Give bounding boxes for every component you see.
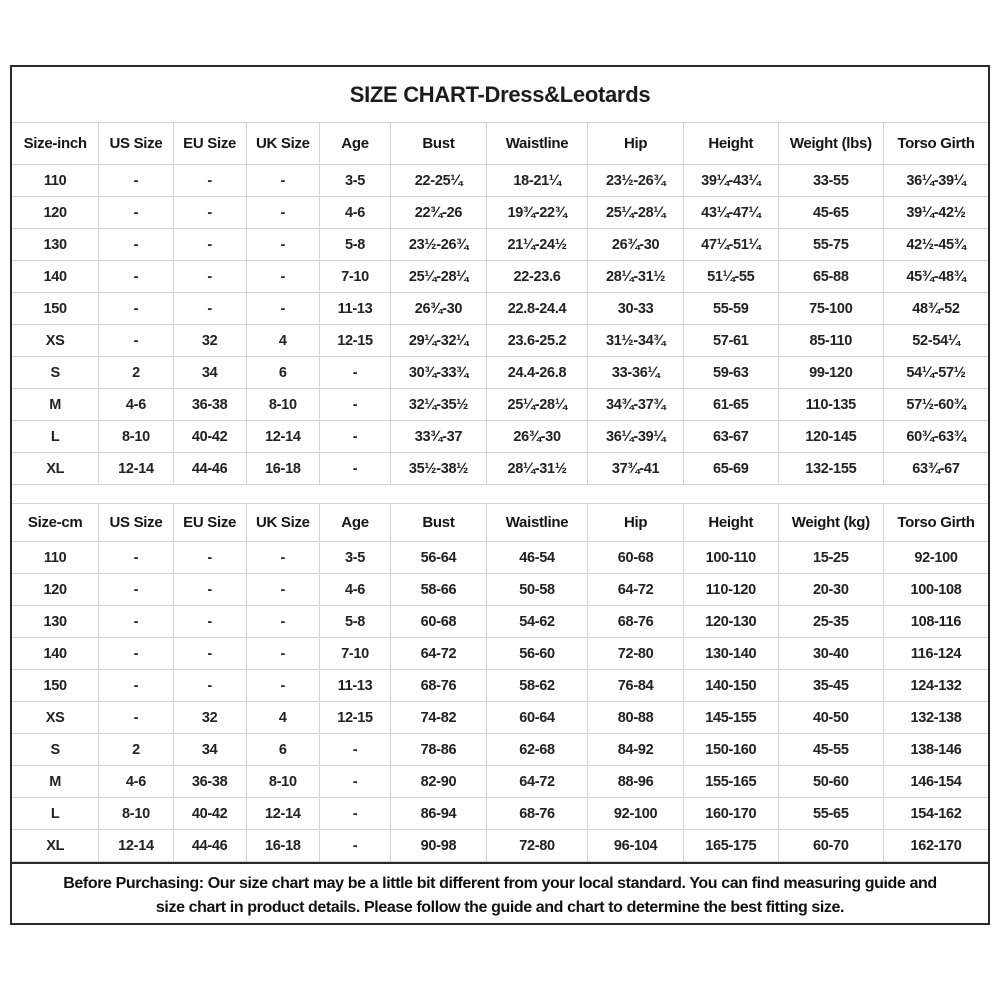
column-header: Waistline <box>486 504 588 542</box>
table-cell: 60-68 <box>391 606 487 638</box>
table-cell: 154-162 <box>884 798 989 830</box>
table-cell: 116-124 <box>884 638 989 670</box>
table-cell: 4-6 <box>319 197 390 229</box>
table-cell: 43¼-47¼ <box>683 197 778 229</box>
purchase-note-line-2: size chart in product details. Please follow the guide and chart to determine the best fitting size. <box>155 898 845 916</box>
table-cell: L <box>12 798 99 830</box>
table-cell: - <box>319 453 390 485</box>
table-cell: 29¼-32¼ <box>391 325 487 357</box>
table-cell: - <box>99 606 173 638</box>
table-cell: 96-104 <box>588 830 684 862</box>
table-cell: 65-69 <box>683 453 778 485</box>
table-cell: 58-66 <box>391 574 487 606</box>
table-cell: - <box>99 165 173 197</box>
table-row <box>12 229 988 261</box>
table-cell: XL <box>12 453 99 485</box>
table-cell: 4 <box>246 702 319 734</box>
table-cell: 24.4-26.8 <box>486 357 588 389</box>
table-cell: 11-13 <box>319 670 390 702</box>
table-cell: 120 <box>12 574 99 606</box>
table-cell: 22-23.6 <box>486 261 588 293</box>
table-cell: 18-21¼ <box>486 165 588 197</box>
table-cell: 56-64 <box>391 542 487 574</box>
table-cell: 132-155 <box>778 453 883 485</box>
table-cell: 16-18 <box>246 453 319 485</box>
table-cell: 30-33 <box>588 293 684 325</box>
table-cell: 30¾-33¾ <box>391 357 487 389</box>
table-cell: 34 <box>173 734 246 766</box>
table-cell: 30-40 <box>778 638 883 670</box>
table-cell: 12-15 <box>319 325 390 357</box>
table-cell: - <box>173 638 246 670</box>
table-cell: - <box>246 197 319 229</box>
table-cell: 36¼-39¼ <box>884 165 989 197</box>
table-row <box>12 766 988 798</box>
column-header: Size-inch <box>12 123 99 165</box>
table-cell: 138-146 <box>884 734 989 766</box>
table-cell: - <box>173 574 246 606</box>
table-cell: 23½-26¾ <box>391 229 487 261</box>
column-header: Weight (kg) <box>778 504 883 542</box>
table-cell: 7-10 <box>319 261 390 293</box>
table-cell: 84-92 <box>588 734 684 766</box>
table-cell: - <box>246 574 319 606</box>
column-header: Bust <box>391 504 487 542</box>
table-cell: 12-14 <box>99 830 173 862</box>
table-cell: 33¾-37 <box>391 421 487 453</box>
table-cell: 82-90 <box>391 766 487 798</box>
table-cell: 65-88 <box>778 261 883 293</box>
table-cell: 4-6 <box>319 574 390 606</box>
table-row <box>12 830 988 862</box>
table-cell: 64-72 <box>588 574 684 606</box>
table-cell: 23.6-25.2 <box>486 325 588 357</box>
table-cell: XS <box>12 702 99 734</box>
table-cell: 55-65 <box>778 798 883 830</box>
table-cell: 68-76 <box>486 798 588 830</box>
table-cell: 23½-26¾ <box>588 165 684 197</box>
table-cell: 68-76 <box>391 670 487 702</box>
table-cell: - <box>319 421 390 453</box>
table-cell: 26¾-30 <box>588 229 684 261</box>
table-cell: 140 <box>12 638 99 670</box>
table-cell: 61-65 <box>683 389 778 421</box>
column-header: EU Size <box>173 504 246 542</box>
table-cell: 145-155 <box>683 702 778 734</box>
table-cell: 146-154 <box>884 766 989 798</box>
table-cell: 75-100 <box>778 293 883 325</box>
table-row <box>12 357 988 389</box>
table-cell: 160-170 <box>683 798 778 830</box>
table-cell: 165-175 <box>683 830 778 862</box>
table-cell: 51¼-55 <box>683 261 778 293</box>
table-cell: 72-80 <box>588 638 684 670</box>
table-cell: 35-45 <box>778 670 883 702</box>
table-row <box>12 542 988 574</box>
table-cell: 62-68 <box>486 734 588 766</box>
table-cell: 33-55 <box>778 165 883 197</box>
table-cell: 35½-38½ <box>391 453 487 485</box>
table-cell: - <box>173 261 246 293</box>
table-cell: - <box>99 638 173 670</box>
table-row <box>12 261 988 293</box>
size-chart-card <box>10 65 990 925</box>
table-cell: M <box>12 389 99 421</box>
table-cell: 85-110 <box>778 325 883 357</box>
table-cell: 130 <box>12 606 99 638</box>
table-cell: 48¾-52 <box>884 293 989 325</box>
table-cell: 3-5 <box>319 165 390 197</box>
table-cell: - <box>173 542 246 574</box>
column-header: Height <box>683 504 778 542</box>
table-cell: 32 <box>173 325 246 357</box>
table-cell: 26¾-30 <box>391 293 487 325</box>
table-cell: 110 <box>12 542 99 574</box>
table-cell: 22-25¼ <box>391 165 487 197</box>
table-cell: 57-61 <box>683 325 778 357</box>
table-cell: 140 <box>12 261 99 293</box>
table-cell: 124-132 <box>884 670 989 702</box>
table-row <box>12 293 988 325</box>
table-cell: 22¾-26 <box>391 197 487 229</box>
table-cell: 92-100 <box>588 798 684 830</box>
table-cell: 150 <box>12 670 99 702</box>
table-cell: - <box>173 165 246 197</box>
column-header: Torso Girth <box>884 123 989 165</box>
table-cell: 150 <box>12 293 99 325</box>
table-cell: 155-165 <box>683 766 778 798</box>
table-cell: 57½-60¾ <box>884 389 989 421</box>
purchase-note-line-1: Before Purchasing: Our size chart may be a little bit different from your local standard. You can find measuring guide and <box>63 874 937 892</box>
table-cell: 59-63 <box>683 357 778 389</box>
table-cell: 6 <box>246 734 319 766</box>
table-cell: 54¼-57½ <box>884 357 989 389</box>
table-cell: 5-8 <box>319 606 390 638</box>
table-cell: 60-64 <box>486 702 588 734</box>
column-header: US Size <box>99 123 173 165</box>
table-cell: 3-5 <box>319 542 390 574</box>
table-cell: 50-60 <box>778 766 883 798</box>
table-cell: 32¼-35½ <box>391 389 487 421</box>
table-cell: 52-54¼ <box>884 325 989 357</box>
table-cell: - <box>173 293 246 325</box>
table-cell: - <box>246 638 319 670</box>
table-row <box>12 670 988 702</box>
table-cell: - <box>99 670 173 702</box>
table-cell: 32 <box>173 702 246 734</box>
column-header: Hip <box>588 123 684 165</box>
table-cell: - <box>319 357 390 389</box>
table-cell: 12-14 <box>99 453 173 485</box>
table-cell: 55-59 <box>683 293 778 325</box>
column-header: Size-cm <box>12 504 99 542</box>
table-row <box>12 702 988 734</box>
table-cell: 110-135 <box>778 389 883 421</box>
table-cell: 25¼-28¼ <box>391 261 487 293</box>
table-cell: - <box>99 261 173 293</box>
table-cell: 4-6 <box>99 389 173 421</box>
table-cell: 26¾-30 <box>486 421 588 453</box>
table-cell: 25¼-28¼ <box>486 389 588 421</box>
table-cell: 39¼-43¼ <box>683 165 778 197</box>
table-cell: 12-14 <box>246 421 319 453</box>
chart-title: SIZE CHART-Dress&Leotards <box>349 82 651 107</box>
table-cell: 110-120 <box>683 574 778 606</box>
table-cell: - <box>173 670 246 702</box>
table-cell: 99-120 <box>778 357 883 389</box>
column-header: Waistline <box>486 123 588 165</box>
table-cell: 40-42 <box>173 421 246 453</box>
table-cell: 45-65 <box>778 197 883 229</box>
table-cell: 34 <box>173 357 246 389</box>
table-cell: 44-46 <box>173 453 246 485</box>
table-gap <box>12 485 988 503</box>
table-cell: 11-13 <box>319 293 390 325</box>
table-cell: 92-100 <box>884 542 989 574</box>
table-cell: 54-62 <box>486 606 588 638</box>
table-cell: 16-18 <box>246 830 319 862</box>
header-row <box>12 504 988 542</box>
table-cell: 64-72 <box>486 766 588 798</box>
table-cell: 88-96 <box>588 766 684 798</box>
table-cell: 8-10 <box>99 421 173 453</box>
table-row <box>12 574 988 606</box>
table-cell: 6 <box>246 357 319 389</box>
table-cell: XS <box>12 325 99 357</box>
table-cell: - <box>246 229 319 261</box>
table-cell: L <box>12 421 99 453</box>
table-cell: 8-10 <box>246 389 319 421</box>
table-cell: 76-84 <box>588 670 684 702</box>
table-cell: 63-67 <box>683 421 778 453</box>
table-cell: 5-8 <box>319 229 390 261</box>
table-cell: 4-6 <box>99 766 173 798</box>
table-cell: 45-55 <box>778 734 883 766</box>
table-cell: 12-14 <box>246 798 319 830</box>
table-cell: 100-108 <box>884 574 989 606</box>
table-cell: 37¾-41 <box>588 453 684 485</box>
table-cell: 2 <box>99 734 173 766</box>
table-cell: - <box>173 197 246 229</box>
table-cell: 50-58 <box>486 574 588 606</box>
column-header: Age <box>319 123 390 165</box>
table-cell: 7-10 <box>319 638 390 670</box>
table-cell: - <box>99 542 173 574</box>
table-cell: - <box>319 798 390 830</box>
table-cell: 45¾-48¾ <box>884 261 989 293</box>
column-header: UK Size <box>246 123 319 165</box>
table-cell: 4 <box>246 325 319 357</box>
column-header: Weight (lbs) <box>778 123 883 165</box>
table-cell: 120-145 <box>778 421 883 453</box>
table-row <box>12 389 988 421</box>
table-cell: 39¼-42½ <box>884 197 989 229</box>
table-cell: - <box>246 293 319 325</box>
table-cell: 33-36¼ <box>588 357 684 389</box>
size-table-inch <box>12 122 988 485</box>
column-header: UK Size <box>246 504 319 542</box>
table-cell: 47¼-51¼ <box>683 229 778 261</box>
table-cell: - <box>319 830 390 862</box>
table-cell: 60-68 <box>588 542 684 574</box>
header-row <box>12 123 988 165</box>
table-cell: S <box>12 734 99 766</box>
table-cell: - <box>99 197 173 229</box>
table-cell: 36-38 <box>173 389 246 421</box>
table-cell: - <box>99 325 173 357</box>
table-row <box>12 734 988 766</box>
table-cell: - <box>173 606 246 638</box>
table-cell: 25-35 <box>778 606 883 638</box>
table-cell: 36-38 <box>173 766 246 798</box>
table-cell: - <box>173 229 246 261</box>
table-cell: 34¾-37¾ <box>588 389 684 421</box>
table-cell: - <box>99 574 173 606</box>
table-cell: 40-50 <box>778 702 883 734</box>
table-cell: 55-75 <box>778 229 883 261</box>
table-cell: M <box>12 766 99 798</box>
column-header: US Size <box>99 504 173 542</box>
table-cell: - <box>246 261 319 293</box>
table-cell: 36¼-39¼ <box>588 421 684 453</box>
table-cell: 162-170 <box>884 830 989 862</box>
table-row <box>12 325 988 357</box>
table-cell: - <box>246 165 319 197</box>
table-cell: 120 <box>12 197 99 229</box>
table-row <box>12 798 988 830</box>
table-cell: 19¾-22¾ <box>486 197 588 229</box>
table-cell: 63¾-67 <box>884 453 989 485</box>
table-cell: 44-46 <box>173 830 246 862</box>
table-cell: 72-80 <box>486 830 588 862</box>
column-header: Age <box>319 504 390 542</box>
table-row <box>12 638 988 670</box>
table-cell: 78-86 <box>391 734 487 766</box>
table-row <box>12 606 988 638</box>
table-cell: 108-116 <box>884 606 989 638</box>
table-cell: 46-54 <box>486 542 588 574</box>
table-cell: 20-30 <box>778 574 883 606</box>
table-cell: - <box>246 670 319 702</box>
table-cell: 40-42 <box>173 798 246 830</box>
table-cell: 80-88 <box>588 702 684 734</box>
table-cell: 132-138 <box>884 702 989 734</box>
table-cell: - <box>246 606 319 638</box>
table-cell: 140-150 <box>683 670 778 702</box>
table-cell: 100-110 <box>683 542 778 574</box>
table-cell: 90-98 <box>391 830 487 862</box>
column-header: Height <box>683 123 778 165</box>
table-cell: 8-10 <box>246 766 319 798</box>
table-row <box>12 197 988 229</box>
table-cell: S <box>12 357 99 389</box>
table-cell: - <box>99 293 173 325</box>
column-header: Bust <box>391 123 487 165</box>
table-row <box>12 421 988 453</box>
column-header: Hip <box>588 504 684 542</box>
table-row <box>12 453 988 485</box>
table-cell: - <box>319 389 390 421</box>
table-cell: 68-76 <box>588 606 684 638</box>
table-cell: 28¼-31½ <box>486 453 588 485</box>
column-header: EU Size <box>173 123 246 165</box>
table-cell: 21¼-24½ <box>486 229 588 261</box>
table-cell: 12-15 <box>319 702 390 734</box>
table-cell: 25¼-28¼ <box>588 197 684 229</box>
table-cell: 60-70 <box>778 830 883 862</box>
table-cell: 15-25 <box>778 542 883 574</box>
table-cell: 130-140 <box>683 638 778 670</box>
table-cell: - <box>99 702 173 734</box>
table-cell: 56-60 <box>486 638 588 670</box>
table-cell: 31½-34¾ <box>588 325 684 357</box>
table-cell: 60¾-63¾ <box>884 421 989 453</box>
table-cell: 120-130 <box>683 606 778 638</box>
table-cell: 2 <box>99 357 173 389</box>
table-cell: 150-160 <box>683 734 778 766</box>
column-header: Torso Girth <box>884 504 989 542</box>
table-cell: - <box>319 734 390 766</box>
table-cell: 86-94 <box>391 798 487 830</box>
table-cell: - <box>319 766 390 798</box>
table-cell: 110 <box>12 165 99 197</box>
purchase-note <box>12 862 988 927</box>
table-cell: 64-72 <box>391 638 487 670</box>
table-cell: 42½-45¾ <box>884 229 989 261</box>
table-cell: - <box>246 542 319 574</box>
table-cell: 8-10 <box>99 798 173 830</box>
table-cell: 28¼-31½ <box>588 261 684 293</box>
table-cell: 22.8-24.4 <box>486 293 588 325</box>
table-cell: - <box>99 229 173 261</box>
table-cell: 58-62 <box>486 670 588 702</box>
table-cell: 74-82 <box>391 702 487 734</box>
table-cell: XL <box>12 830 99 862</box>
size-table-cm <box>12 503 988 862</box>
table-row <box>12 165 988 197</box>
table-cell: 130 <box>12 229 99 261</box>
